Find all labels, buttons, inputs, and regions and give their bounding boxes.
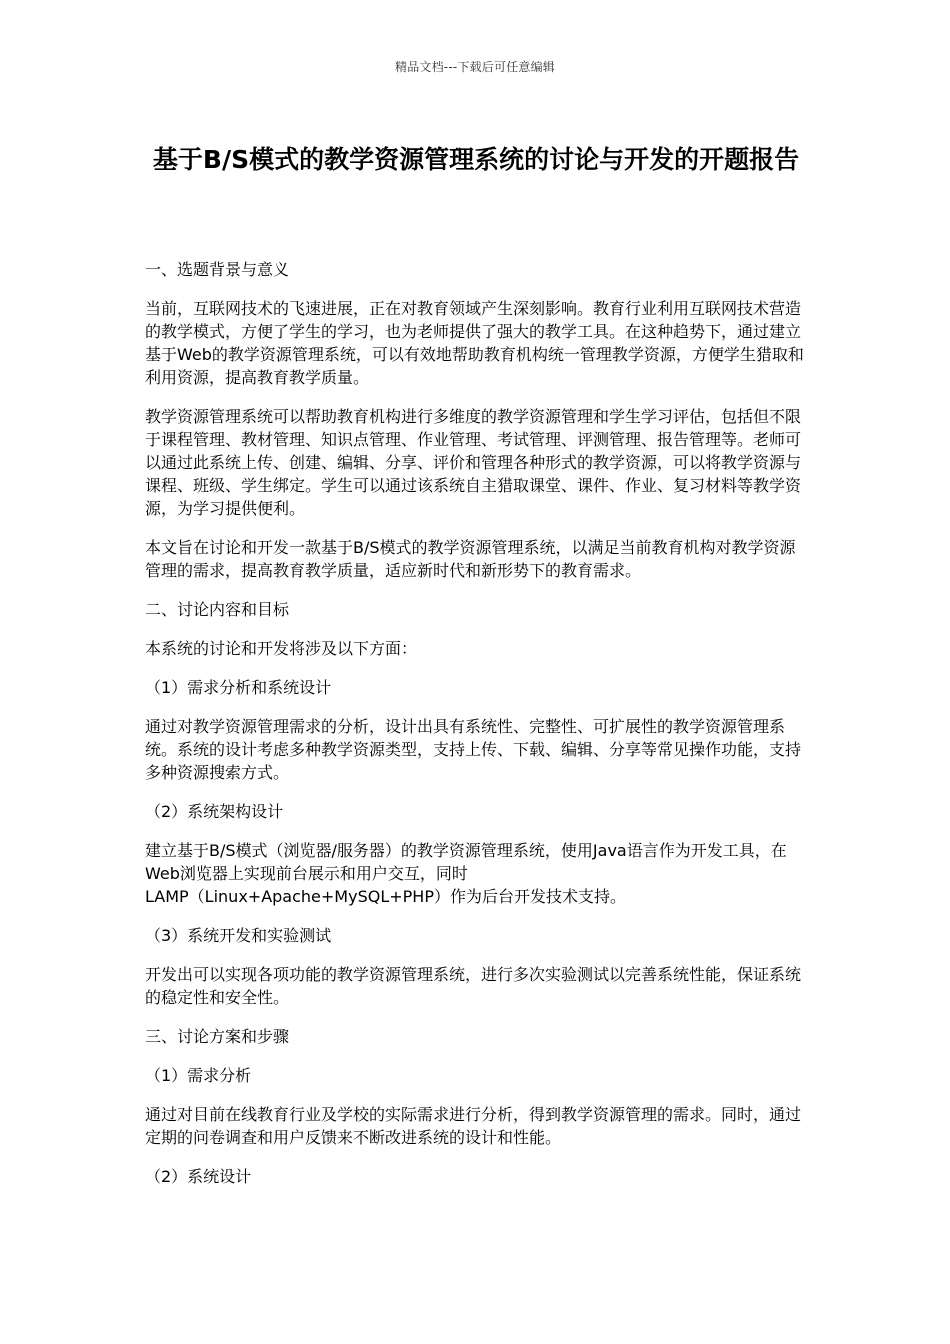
paragraph: 通过对教学资源管理需求的分析，设计出具有系统性、完整性、可扩展性的教学资源管理系统。系统的设计考虑多种教学资源类型，支持上传、下载、编辑、分享等常见操作功能，支持多种资源搜索方式。 (145, 717, 802, 782)
header-note: 精品文档---下载后可任意编辑 (395, 60, 555, 74)
paragraph: 本系统的讨论和开发将涉及以下方面： (145, 639, 418, 658)
paragraph: 当前，互联网技术的飞速进展，正在对教育领域产生深刻影响。教育行业利用互联网技术营造的教学模式，方便了学生的学习，也为老师提供了强大的教学工具。在这种趋势下，通过建立基于Web的教学资源管理系统，可以有效地帮助教育机构统一管理教学资源，方便学生猎取和利用资源，提高教育教学质量。 (145, 299, 804, 387)
subsection-heading: （1）需求分析 (145, 1066, 252, 1085)
paragraph: 开发出可以实现各项功能的教学资源管理系统，进行多次实验测试以完善系统性能，保证系统的稳定性和安全性。 (145, 965, 802, 1007)
document-title: 基于B/S模式的教学资源管理系统的讨论与开发的开题报告 (152, 145, 800, 174)
subsection-heading: （2）系统架构设计 (145, 802, 284, 821)
subsection-heading: （3）系统开发和实验测试 (145, 926, 332, 945)
section-heading-2: 二、讨论内容和目标 (145, 600, 290, 619)
paragraph: 教学资源管理系统可以帮助教育机构进行多维度的教学资源管理和学生学习评估，包括但不限于课程管理、教材管理、知识点管理、作业管理、考试管理、评测管理、报告管理等。老师可以通过此系统上传、创建、编辑、分享、评价和管理各种形式的教学资源，可以将教学资源与课程、班级、学生绑定。学生可以通过该系统自主猎取课堂、课件、作业、复习材料等教学资源，为学习提供便利。 (145, 407, 802, 518)
subsection-heading: （1）需求分析和系统设计 (145, 678, 332, 697)
document-body (145, 258, 810, 1204)
paragraph: 通过对目前在线教育行业及学校的实际需求进行分析，得到教学资源管理的需求。同时，通过定期的问卷调查和用户反馈来不断改进系统的设计和性能。 (145, 1105, 802, 1147)
paragraph-line: 建立基于B/S模式（浏览器/服务器）的教学资源管理系统，使用Java语言作为开发工具，在Web浏览器上实现前台展示和用户交互，同时 (145, 841, 787, 883)
paragraph: 本文旨在讨论和开发一款基于B/S模式的教学资源管理系统，以满足当前教育机构对教学资源管理的需求，提高教育教学质量，适应新时代和新形势下的教育需求。 (145, 538, 796, 580)
paragraph (145, 839, 810, 908)
section-heading-3: 三、讨论方案和步骤 (145, 1027, 290, 1046)
paragraph-line: LAMP（Linux+Apache+MySQL+PHP）作为后台开发技术支持。 (145, 887, 626, 906)
section-heading-1: 一、选题背景与意义 (145, 260, 290, 279)
subsection-heading: （2）系统设计 (145, 1167, 252, 1186)
